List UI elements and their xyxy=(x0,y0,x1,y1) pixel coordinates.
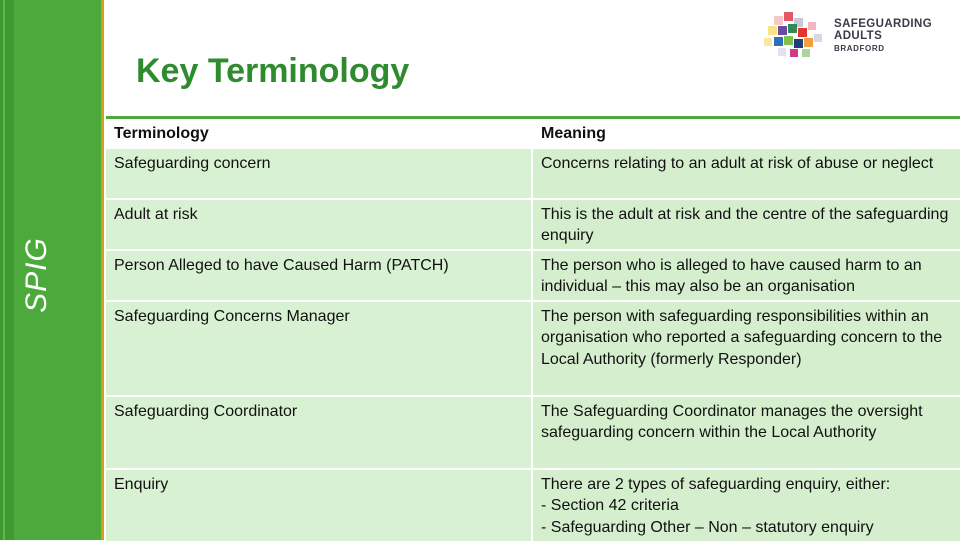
column-header-meaning: Meaning xyxy=(532,118,960,148)
table-row xyxy=(106,396,960,469)
table-row xyxy=(106,469,960,542)
term-cell: Adult at risk xyxy=(106,199,532,250)
column-header-terminology: Terminology xyxy=(106,118,532,148)
mosaic-logo-icon xyxy=(764,12,832,58)
logo-line-2: ADULTS xyxy=(834,30,883,42)
term-cell: Safeguarding Concerns Manager xyxy=(106,301,532,396)
meaning-cell: The Safeguarding Coordinator manages the oversight safeguarding concern within the Local Authority xyxy=(532,396,960,469)
table-row xyxy=(106,301,960,396)
meaning-cell xyxy=(532,469,960,542)
table-row xyxy=(106,250,960,301)
term-cell: Person Alleged to have Caused Harm (PATCH) xyxy=(106,250,532,301)
table-header-row xyxy=(106,118,960,148)
table-row xyxy=(106,199,960,250)
page-title: Key Terminology xyxy=(136,52,410,90)
sidebar-label: SPIG xyxy=(20,237,53,313)
safeguarding-adults-logo xyxy=(764,12,954,58)
term-cell: Safeguarding Coordinator xyxy=(106,396,532,469)
table-row xyxy=(106,148,960,199)
term-cell: Enquiry xyxy=(106,469,532,542)
meaning-cell: This is the adult at risk and the centre of the safeguarding enquiry xyxy=(532,199,960,250)
sidebar xyxy=(0,0,104,540)
meaning-bullet: - Section 42 criteria xyxy=(541,497,679,514)
meaning-cell: The person who is alleged to have caused harm to an individual – this may also be an organisation xyxy=(532,250,960,301)
logo-line-3: BRADFORD xyxy=(834,44,885,53)
terminology-table xyxy=(106,116,960,543)
meaning-bullet: - Safeguarding Other – Non – statutory enquiry xyxy=(541,518,874,536)
meaning-intro: There are 2 types of safeguarding enquiry, either: xyxy=(541,475,891,493)
meaning-cell: Concerns relating to an adult at risk of abuse or neglect xyxy=(532,148,960,199)
term-cell: Safeguarding concern xyxy=(106,148,532,199)
meaning-cell: The person with safeguarding responsibilities within an organisation who reported a safeguarding concern to the Local Authority (formerly Responder) xyxy=(532,301,960,396)
logo-text xyxy=(834,18,932,55)
logo-line-1: SAFEGUARDING xyxy=(834,18,933,30)
